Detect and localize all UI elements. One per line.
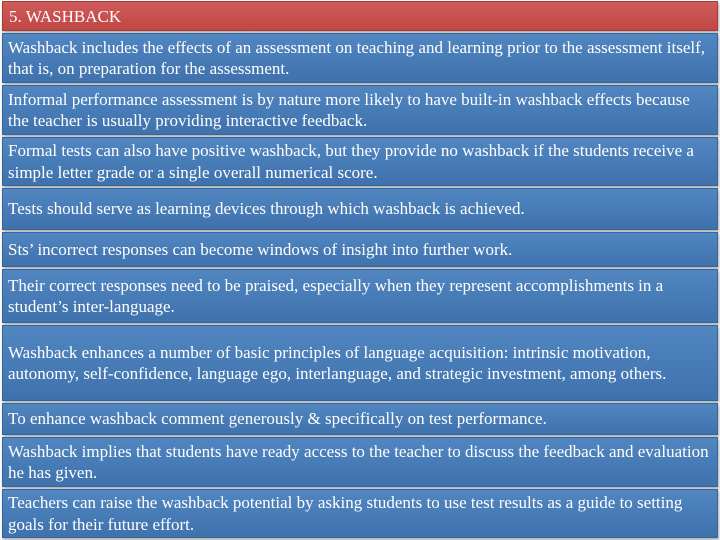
bullet-text: Sts’ incorrect responses can become windows of insight into further work.	[8, 239, 513, 259]
slide-title: 5. WASHBACK	[2, 1, 718, 31]
bullet-box	[2, 489, 718, 538]
bullet-box	[2, 232, 718, 267]
bullet-box	[2, 437, 718, 487]
bullet-text: Tests should serve as learning devices through which washback is achieved.	[8, 199, 525, 219]
bullet-text: Washback enhances a number of basic principles of language acquisition: intrinsic motivation, autonomy, self-confidence, language ego, interlanguage, and strategic investment, among others.	[8, 342, 667, 383]
bullet-box	[2, 269, 718, 323]
bullet-text: Formal tests can also have positive washback, but they provide no washback if the students receive a simple letter grade or a single overall numerical score.	[8, 141, 694, 182]
bullet-box	[2, 325, 718, 401]
bullet-text: Washback includes the effects of an assessment on teaching and learning prior to the assessment itself, that is, on preparation for the assessment.	[8, 37, 705, 78]
bullet-text: To enhance washback comment generously & specifically on test performance.	[8, 409, 547, 429]
bullet-text: Washback implies that students have ready access to the teacher to discuss the feedback and evaluation he has given.	[8, 441, 709, 482]
bullet-text: Informal performance assessment is by nature more likely to have built-in washback effects because the teacher is usually providing interactive feedback.	[8, 89, 690, 130]
bullet-box	[2, 85, 718, 135]
bullet-text: Teachers can raise the washback potential by asking students to use test results as a guide to setting goals for their future effort.	[8, 493, 683, 534]
bullet-box	[2, 403, 718, 435]
bullet-box	[2, 33, 718, 83]
bullet-box	[2, 137, 718, 186]
bullet-box	[2, 188, 718, 230]
bullet-text: Their correct responses need to be praised, especially when they represent accomplishments in a student’s inter-language.	[8, 275, 664, 316]
